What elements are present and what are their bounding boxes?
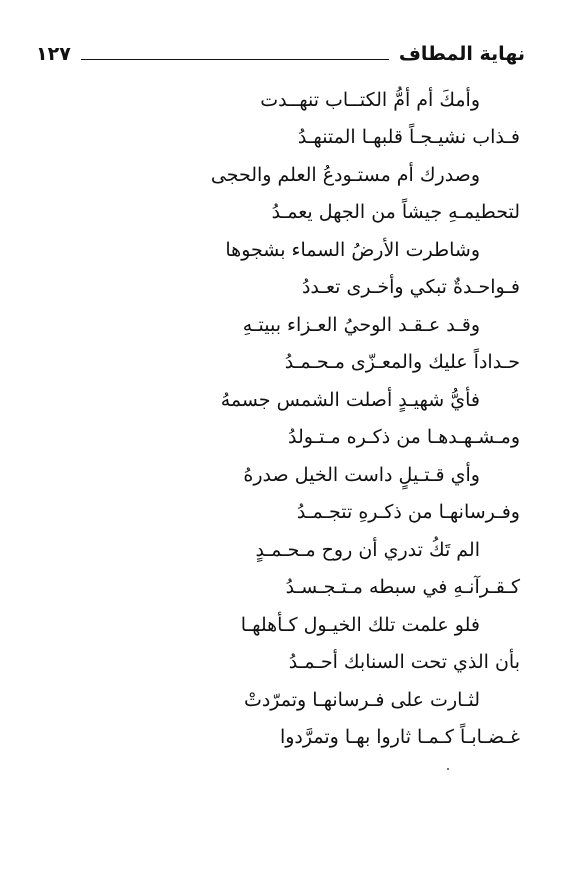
verse-line: لثـارت على فـرسانهـا وتمرّدتْ xyxy=(243,689,480,711)
verse-line: وأي قـتـيلٍ داست الخيل صدرهُ xyxy=(243,464,480,486)
verse-line: كـقـرآنـهِ في سبطه مـتـجـسـدُ xyxy=(285,576,520,598)
verse-line: حـداداً عليك والمعـزّى مـحـمـدُ xyxy=(284,351,520,373)
verse-line: الم تَكُ تدري أن روح مـحـمـدٍ xyxy=(255,539,480,561)
verse-line: وأمكَ أم أمُّ الكتــاب تنهــدت xyxy=(260,89,480,111)
verse-line: وصدرك أم مستـودعُ العلم والحجى xyxy=(210,164,480,186)
stray-dot-mark xyxy=(447,768,449,770)
verse-line: ومـشـهـدهـا من ذكـره مـتـولدُ xyxy=(288,426,520,448)
verse-line: لتحطيمـهِ جيشاً من الجهل يعمـدُ xyxy=(271,201,520,223)
page-header xyxy=(36,34,525,64)
running-title: نهاية المطاف xyxy=(398,43,525,65)
verse-line: وفـرسانهـا من ذكـرهِ تتجـمـدُ xyxy=(296,501,520,523)
verse-line: فـذاب نشيـجـاً قلبهـا المتنهـدُ xyxy=(297,126,520,148)
verse-line: فلو علمت تلك الخيـول كـأهلهـا xyxy=(240,614,480,636)
verse-line: غـضـابـاً كـمـا ثاروا بهـا وتمرَّدوا xyxy=(279,726,520,748)
header-rule xyxy=(81,59,389,60)
page-number: ١٢٧ xyxy=(36,43,71,65)
verse-line: فأيُّ شهيـدٍ أصلت الشمس جسمهُ xyxy=(220,389,480,411)
verse-line: فـواحـدةٌ تبكي وأخـرى تعـددُ xyxy=(301,276,520,298)
verse-line: وقـد عـقـد الوحيُ العـزاء ببيتـهِ xyxy=(242,314,480,336)
verse-line: بأن الذي تحت السنابك أحـمـدُ xyxy=(288,651,520,673)
verse-line: وشاطرت الأرضُ السماء بشجوها xyxy=(225,239,480,261)
